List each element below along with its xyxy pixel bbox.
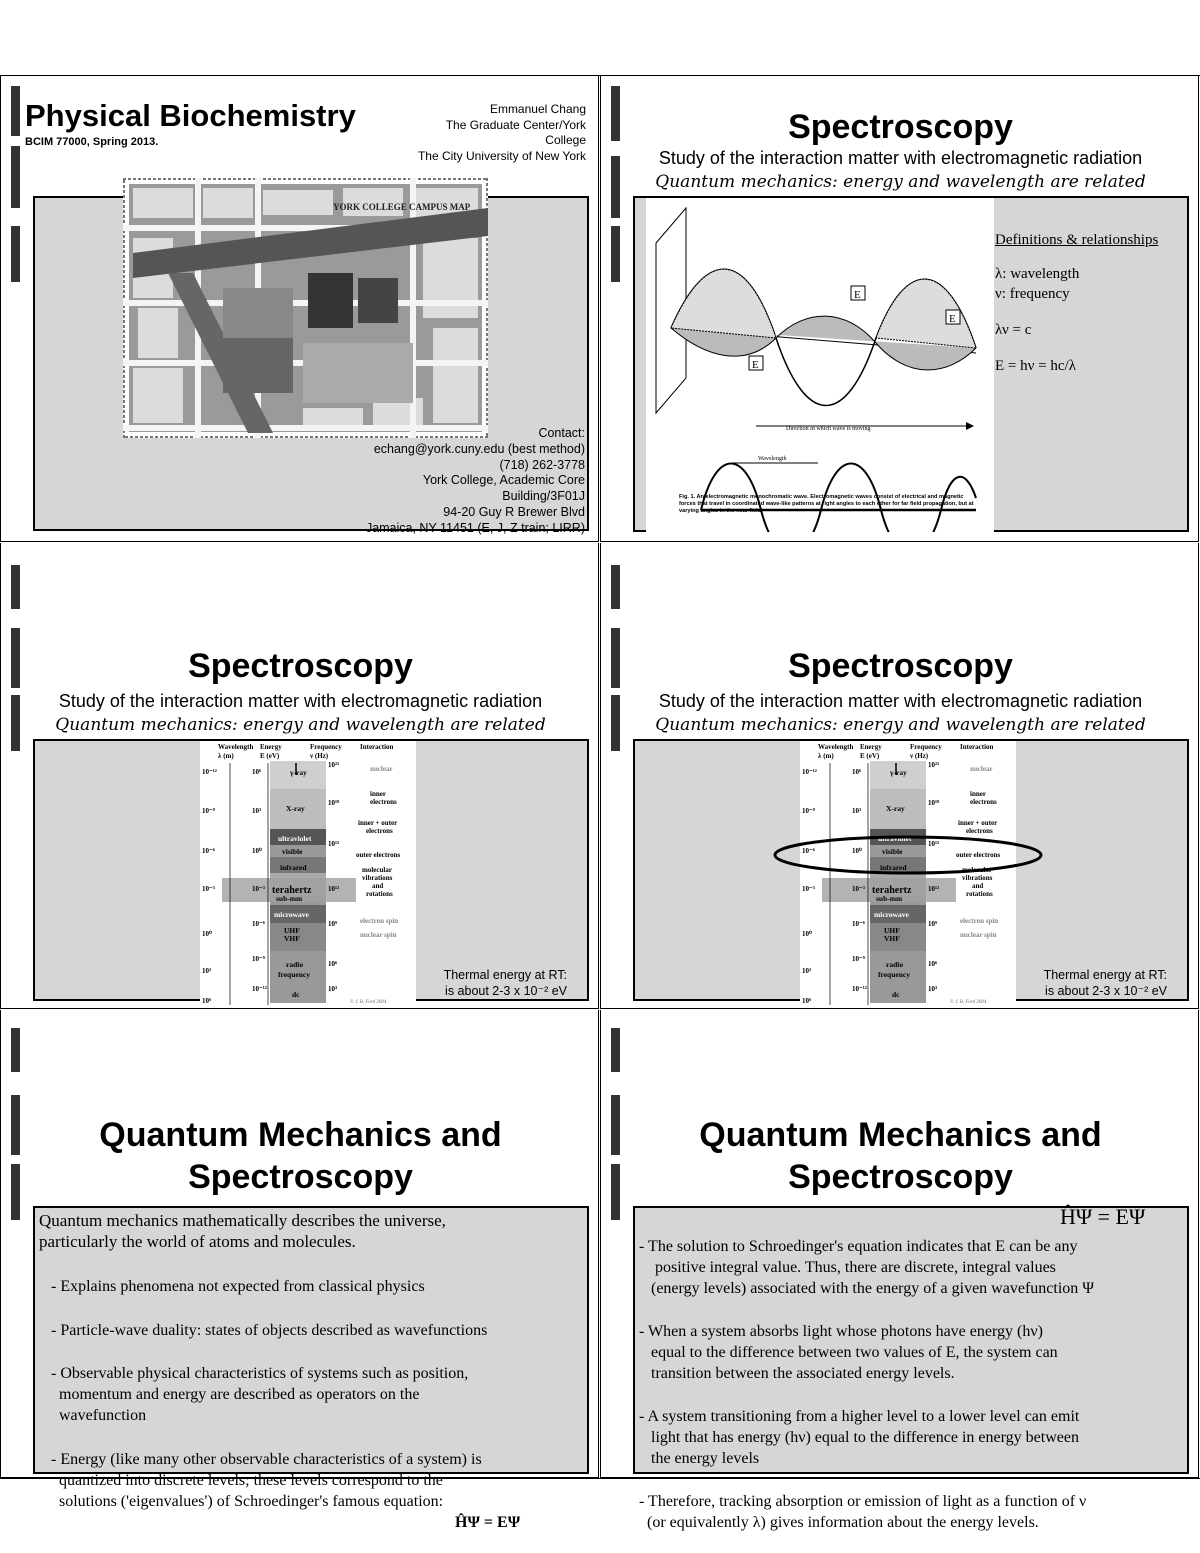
column-header: Frequency xyxy=(310,743,342,751)
spectrum-region: terahertz xyxy=(872,885,912,896)
spectrum-region: γ-ray xyxy=(290,768,307,777)
column-header: λ (m) xyxy=(818,752,834,760)
spectrum-region: frequency xyxy=(278,970,310,979)
field-label: E xyxy=(752,359,759,371)
author-line: College xyxy=(545,133,586,147)
energy-tick: 10⁰ xyxy=(252,847,262,855)
spectrum-region: ultraviolet xyxy=(878,834,912,843)
interaction-label: nuclear xyxy=(970,765,993,773)
campus-map-image xyxy=(123,178,488,438)
spectrum-region: visible xyxy=(282,847,303,856)
wavelength-tick: 10⁻¹² xyxy=(202,768,217,776)
contact-line: 94-20 Guy R Brewer Blvd xyxy=(443,504,585,519)
paragraph-line: - The solution to Schroedinger's equation indicates that E can be any xyxy=(639,1238,1078,1255)
bullet-line: quantized into discrete levels; these levels correspond to the xyxy=(59,1472,443,1489)
slide-1 xyxy=(0,76,599,542)
interaction-label: and xyxy=(972,882,984,890)
spectrum-region: X-ray xyxy=(286,804,305,813)
interaction-label: and xyxy=(372,882,384,890)
slide-5 xyxy=(0,1010,599,1531)
spectrum-region: UHF xyxy=(884,926,900,935)
wavelength-tick: 10⁰ xyxy=(202,930,212,938)
thermal-note xyxy=(444,967,567,999)
paragraph xyxy=(639,1491,1086,1533)
energy-tick: 10³ xyxy=(252,807,262,815)
note-line: Thermal energy at RT: xyxy=(1043,968,1167,982)
figure-credit: © J. B. Ford 2004 xyxy=(950,1000,987,1005)
spectrum-region: γ-ray xyxy=(890,768,907,777)
intro-line: Quantum mechanics mathematically describes the universe, xyxy=(39,1211,446,1230)
interaction-label: inner xyxy=(970,790,986,798)
interaction-label: rotations xyxy=(966,890,993,898)
slide-title: Physical Biochemistry xyxy=(25,98,356,133)
contact-line: Contact: xyxy=(538,426,585,440)
slide-bar xyxy=(11,146,20,208)
paragraph xyxy=(639,1406,1079,1469)
note-line: Thermal energy at RT: xyxy=(443,968,567,982)
title-line: Spectroscopy xyxy=(188,1158,413,1196)
bullet-line: momentum and energy are described as operators on the xyxy=(59,1386,420,1403)
author-line: The Graduate Center/York xyxy=(445,117,586,132)
energy-tick: 10³ xyxy=(852,807,862,815)
wavelength-tick: 10⁻³ xyxy=(202,885,215,893)
energy-tick: 10⁶ xyxy=(852,768,862,776)
column-header: Energy xyxy=(860,743,882,751)
highlight-ellipse xyxy=(771,833,1046,877)
frequency-tick: 10²¹ xyxy=(328,761,340,769)
slide-2 xyxy=(600,76,1199,542)
frequency-tick: 10¹⁸ xyxy=(928,799,940,807)
wavelength-tick: 10³ xyxy=(202,967,212,975)
field-label: E xyxy=(949,313,956,325)
content-panel xyxy=(633,1204,1189,1531)
contact-line: Jamaica, NY 11451 (E, J, Z train; LIRR) xyxy=(365,520,585,535)
interaction-label: rotations xyxy=(366,890,393,898)
frequency-tick: 10⁹ xyxy=(328,920,338,928)
intro-line: particularly the world of atoms and molecules. xyxy=(39,1232,356,1251)
wavelength-tick: 10⁻⁹ xyxy=(202,807,215,815)
paragraph-line: the energy levels xyxy=(651,1450,760,1467)
spectrum-region: microwave xyxy=(274,910,309,919)
slide-subtitle-italic: Quantum mechanics: energy and wavelength are related xyxy=(655,172,1146,192)
wavelength-tick: 10⁶ xyxy=(802,997,812,1005)
energy-tick: 10⁻⁶ xyxy=(852,920,865,928)
slide-bar xyxy=(11,86,20,136)
spectrum-region: sub-mm xyxy=(876,894,903,903)
author-block xyxy=(418,102,586,164)
spectrum-region: visible xyxy=(882,847,903,856)
equation: ĤΨ = EΨ xyxy=(1060,1204,1146,1229)
interaction-label: vibrations xyxy=(362,874,393,882)
frequency-tick: 10²¹ xyxy=(928,761,940,769)
paragraph-line: - Therefore, tracking absorption or emission of light as a function of ν xyxy=(639,1493,1087,1510)
map-title: YORK COLLEGE CAMPUS MAP xyxy=(333,202,471,212)
note-line: is about 2-3 x 10⁻² eV xyxy=(445,984,567,998)
frequency-tick: 10¹⁸ xyxy=(328,799,340,807)
spectrum-region: VHF xyxy=(884,934,900,943)
interaction-label: outer electrons xyxy=(956,851,1001,859)
wavelength-tick: 10⁻⁹ xyxy=(802,807,815,815)
slide-bar xyxy=(11,565,20,609)
definitions-heading: Definitions & relationships xyxy=(995,232,1159,248)
bullet-line: - Observable physical characteristics of systems such as position, xyxy=(51,1365,469,1382)
em-spectrum-chart xyxy=(200,741,416,1007)
paragraph-line: - When a system absorbs light whose photons have energy (hν) xyxy=(639,1323,1043,1340)
column-header: ν (Hz) xyxy=(910,752,929,760)
bullet-item xyxy=(51,1363,468,1426)
wavelength-tick: 10⁶ xyxy=(202,997,212,1005)
wavelength-tick: 10⁻³ xyxy=(802,885,815,893)
column-header: Frequency xyxy=(910,743,942,751)
paragraph xyxy=(639,1321,1058,1384)
spectrum-region: frequency xyxy=(878,970,910,979)
figure-axis-label: Direction in which wave is moving xyxy=(786,426,871,432)
interaction-label: electrons xyxy=(966,827,993,835)
slide-6 xyxy=(600,1010,1199,1531)
column-header: Wavelength xyxy=(218,743,254,751)
column-header: Interaction xyxy=(360,743,394,751)
frequency-tick: 10³ xyxy=(328,985,338,993)
spectrum-region: sub-mm xyxy=(276,894,303,903)
author-line: Emmanuel Chang xyxy=(489,102,586,116)
handout-sheet xyxy=(0,75,1200,1531)
frequency-tick: 10⁶ xyxy=(928,960,938,968)
slide-subtitle-italic: Quantum mechanics: energy and wavelength are related xyxy=(55,715,546,735)
energy-tick: 10⁰ xyxy=(852,847,862,855)
figure-caption: Fig. 1. An electromagnetic monochromatic wave. Electromagnetic waves consist of electrical and magnetic forces that travel in coordinated wave-like patterns at right angles to each other for far field propagation, but at varying angles in the near field. xyxy=(679,494,974,515)
energy-tick: 10⁻⁹ xyxy=(852,955,865,963)
spectrum-region: dc xyxy=(892,990,900,999)
frequency-tick: 10⁶ xyxy=(328,960,338,968)
energy-tick: 10⁻³ xyxy=(252,885,265,893)
bullet-item xyxy=(51,1449,482,1512)
wavelength-tick: 10⁰ xyxy=(802,930,812,938)
interaction-label: electrons xyxy=(366,827,393,835)
spectrum-region: X-ray xyxy=(886,804,905,813)
frequency-tick: 10¹⁵ xyxy=(328,840,340,848)
slide-4 xyxy=(600,543,1199,1009)
definitions-block xyxy=(995,230,1158,376)
frequency-tick: 10¹⁵ xyxy=(928,840,940,848)
frequency-tick: 10¹² xyxy=(928,885,940,893)
contact-block xyxy=(366,426,585,537)
interaction-label: outer electrons xyxy=(356,851,401,859)
bullet-line: - Energy (like many other observable characteristics of a system) is xyxy=(51,1451,482,1468)
slide-bar xyxy=(611,565,620,609)
energy-tick: 10⁶ xyxy=(252,768,262,776)
wavelength-label: Wavelength xyxy=(758,456,787,462)
interaction-label: molecular xyxy=(362,866,392,874)
figure-credit: © J. B. Ford 2004 xyxy=(350,1000,387,1005)
slide-title: Spectroscopy xyxy=(788,108,1013,146)
slide-title xyxy=(601,1114,1200,1198)
slide-bar xyxy=(11,226,20,282)
wavelength-tick: 10⁻¹² xyxy=(802,768,817,776)
paragraph-line: transition between the associated energy levels. xyxy=(651,1365,955,1382)
spectrum-region: terahertz xyxy=(272,885,312,896)
paragraph-line: (or equivalently λ) gives information about the energy levels. xyxy=(647,1514,1039,1531)
frequency-tick: 10¹² xyxy=(328,885,340,893)
definition-item: E = hν = hc/λ xyxy=(995,358,1076,374)
spectrum-region: ultraviolet xyxy=(278,834,312,843)
bullet-item: - Particle-wave duality: states of objects described as wavefunctions xyxy=(51,1322,488,1339)
slide-bar xyxy=(11,1028,20,1072)
frequency-tick: 10³ xyxy=(928,985,938,993)
definition-item: ν: frequency xyxy=(995,286,1070,302)
spectrum-region: infrared xyxy=(280,863,307,872)
contact-line: (718) 262-3778 xyxy=(499,457,585,472)
intro-text xyxy=(39,1210,446,1252)
slide-subtitle: Study of the interaction matter with electromagnetic radiation xyxy=(658,148,1143,168)
spectrum-region: infrared xyxy=(880,863,907,872)
column-header: E (eV) xyxy=(860,752,880,760)
spectrum-region: radio xyxy=(286,960,304,969)
energy-tick: 10⁻¹² xyxy=(852,985,867,993)
spectrum-region: VHF xyxy=(284,934,300,943)
definition-item: λ: wavelength xyxy=(995,266,1080,282)
contact-email[interactable]: echang@york.cuny.edu (best method) xyxy=(373,441,585,456)
interaction-label: molecular xyxy=(962,866,992,874)
title-line: Spectroscopy xyxy=(788,1158,1013,1196)
interaction-label: electron spin xyxy=(960,917,999,925)
spectrum-region: microwave xyxy=(874,910,909,919)
interaction-label: inner + outer xyxy=(358,819,398,827)
definition-item: λν = c xyxy=(995,322,1032,338)
energy-tick: 10⁻³ xyxy=(852,885,865,893)
column-header: E (eV) xyxy=(260,752,280,760)
spectrum-region: dc xyxy=(292,990,300,999)
frequency-tick: 10⁹ xyxy=(928,920,938,928)
slide-title: Spectroscopy xyxy=(188,647,413,685)
content-panel xyxy=(33,1206,589,1531)
bullet-item: - Explains phenomena not expected from classical physics xyxy=(51,1278,425,1295)
interaction-label: vibrations xyxy=(962,874,993,882)
slide-3 xyxy=(0,543,599,1009)
title-line: Quantum Mechanics and xyxy=(99,1116,502,1154)
interaction-label: nuclear spin xyxy=(360,931,397,939)
paragraph-line: (energy levels) associated with the energy of a given wavefunction Ψ xyxy=(651,1280,1095,1297)
field-label: E xyxy=(854,289,861,301)
column-header: Energy xyxy=(260,743,282,751)
contact-line: Building/3F01J xyxy=(502,489,585,504)
paragraph-line: positive integral value. Thus, there are discrete, integral values xyxy=(655,1259,1056,1276)
paragraph-line: equal to the difference between two values of E, the system can xyxy=(651,1344,1058,1361)
energy-tick: 10⁻¹² xyxy=(252,985,267,993)
column-header: ν (Hz) xyxy=(310,752,329,760)
interaction-label: electrons xyxy=(370,798,397,806)
spectrum-region: radio xyxy=(886,960,904,969)
slide-bar xyxy=(611,226,620,282)
interaction-label: nuclear spin xyxy=(960,931,997,939)
paragraph-line: - A system transitioning from a higher level to a lower level can emit xyxy=(639,1408,1080,1425)
spectrum-region: UHF xyxy=(284,926,300,935)
wavelength-tick: 10⁻⁶ xyxy=(202,847,215,855)
slide-bar xyxy=(611,1028,620,1072)
slide-title xyxy=(1,1114,600,1198)
interaction-label: inner xyxy=(370,790,386,798)
course-label: BCIM 77000, Spring 2013. xyxy=(25,136,159,148)
slide-title: Spectroscopy xyxy=(788,647,1013,685)
slide-subtitle-italic: Quantum mechanics: energy and wavelength are related xyxy=(655,715,1146,735)
thermal-note xyxy=(1044,967,1167,999)
energy-tick: 10⁻⁹ xyxy=(252,955,265,963)
column-header: Wavelength xyxy=(818,743,854,751)
title-line: Quantum Mechanics and xyxy=(699,1116,1102,1154)
note-line: is about 2-3 x 10⁻² eV xyxy=(1045,984,1167,998)
author-line: The City University of New York xyxy=(417,148,586,163)
bullet-line: wavefunction xyxy=(59,1407,147,1424)
column-header: Interaction xyxy=(960,743,994,751)
column-header: λ (m) xyxy=(218,752,234,760)
interaction-label: nuclear xyxy=(370,765,393,773)
wavelength-tick: 10⁻⁶ xyxy=(802,847,815,855)
slide-subtitle: Study of the interaction matter with electromagnetic radiation xyxy=(658,691,1143,711)
wavelength-tick: 10³ xyxy=(802,967,812,975)
interaction-label: electron spin xyxy=(360,917,399,925)
slide-subtitle: Study of the interaction matter with electromagnetic radiation xyxy=(58,691,543,711)
equation: ĤΨ = EΨ xyxy=(455,1514,521,1531)
contact-line: York College, Academic Core xyxy=(422,473,585,488)
energy-tick: 10⁻⁶ xyxy=(252,920,265,928)
interaction-label: electrons xyxy=(970,798,997,806)
interaction-label: inner + outer xyxy=(958,819,998,827)
paragraph xyxy=(639,1236,1094,1299)
bullet-line: solutions ('eigenvalues') of Schroedinger's famous equation: xyxy=(59,1493,444,1510)
paragraph-line: light that has energy (hν) equal to the difference in energy between xyxy=(651,1429,1079,1446)
em-wave-figure xyxy=(646,198,994,532)
